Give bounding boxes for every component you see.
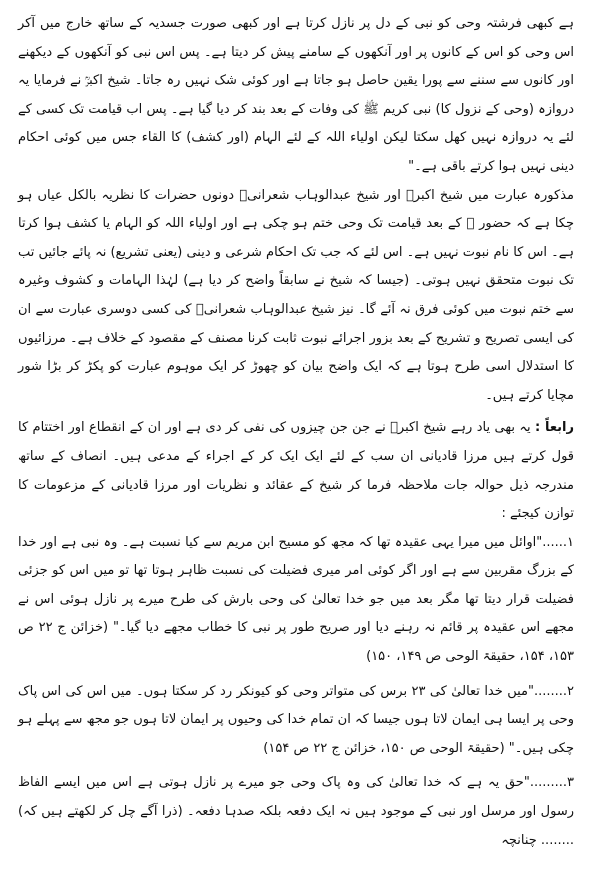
- paragraph-text: مذکورہ عبارت میں شیخ اکبرؒ اور شیخ عبدالوہاب شعرانیؒ دونوں حضرات کا نظریہ بالکل عیاں ہو چکا ہے کہ حضور ﷺ کے بعد قیامت تک وحی ختم ہو چکی ہے اور اولیاء اللہ کو الہام یا کشف ہوا کرتا ہے۔ اس کا نام نبوت نہیں ہے۔ اس لئے کہ جب تک احکام شرعی و دینی (یعنی تشریع) نہ پائے جائیں تب تک نبوت متحقق نہیں ہوتی۔ (جیسا کہ شیخ نے سابقاً واضح کر دیا ہے) لہٰذا الہامات و کشوف وغیرہ سے ختم نبوت میں کوئی فرق نہ آئے گا۔ نیز شیخ عبدالوہاب شعرانیؒ کی کسی دوسری عبارت سے ان کی ایسی تصریح و تشریح کے بعد بزور اجرائے نبوت ثابت کرنا مصنف کے مقصود کے خلاف ہے۔ مرزائیوں کا استدلال اسی طرح ہوتا ہے کہ ایک واضح بیان کو چھوڑ کر ایک موہوم عبارت کو پکڑ کر بڑا شور مچایا کرتے ہیں۔: [18, 187, 575, 403]
- quote-text: ........"میں خدا تعالیٰ کی ۲۳ برس کی متواتر وحی کو کیونکر رد کر سکتا ہوں۔ میں اس کی اس پاک وحی پر ایسا ہی ایمان لاتا ہوں جیسا کہ ان تمام خدا کی وحیوں پر ایمان لاتا ہوں جو مجھ سے پہلے ہو چکی ہیں۔" (حقیقۃ الوحی ص ۱۵۰، خزائن ج ۲۲ ص ۱۵۴): [18, 683, 574, 756]
- quote-text: ......"اوائل میں میرا یہی عقیدہ تھا کہ مجھ کو مسیح ابن مریم سے کیا نسبت ہے۔ وہ نبی ہے اور خدا کے بزرگ مقربین سے ہے اور اگر کوئی امر میری فضیلت کی نسبت ظاہر ہوتا تھا تو میں اس کو جزئی فضیلت قرار دیتا تھا مگر بعد میں جو خدا تعالیٰ کی وحی بارش کی طرح میرے پر نازل ہوئی اس نے مجھے اس عقیدہ پر قائم نہ رہنے دیا اور صریح طور پر نبی کا خطاب مجھے دیا گیا۔" (خزائن ج ۲۲ ص ۱۵۳، ۱۵۴، حقیقۃ الوحی ص ۱۴۹، ۱۵۰): [18, 534, 574, 665]
- quote-number: ۲: [567, 683, 575, 699]
- paragraph-analysis: [18, 182, 574, 411]
- quote-number: ۱: [567, 534, 574, 550]
- paragraph-lead: رابعاً :: [534, 420, 574, 436]
- paragraph-text: یہ بھی یاد رہے شیخ اکبرؒ نے جن جن چیزوں کی نفی کر دی ہے اور ان کے انقطاع اور اختتام کا قول کرتے ہیں مرزا قادیانی ان سب کے لئے ایک ایک کر کے اجراء کے مدعی ہیں۔ انصاف کے ساتھ مندرجہ ذیل حوالہ جات ملاحظہ فرما کر شیخ کے عقائد و نظریات اور مرزا قادیانی کے مزعومات کا توازن کیجئے :: [18, 420, 574, 522]
- quote-item-1: [18, 529, 574, 672]
- paragraph-text: ہے کبھی فرشتہ وحی کو نبی کے دل پر نازل کرتا ہے اور کبھی صورت جسدیہ کے ساتھ خارج میں آکر اس وحی کو اس کے کانوں پر اور آنکھوں کے سامنے پیش کر دیتا ہے۔ پس اس نبی کو آنکھوں کے دیکھنے اور کانوں سے سننے سے پورا یقین حاصل ہو جاتا ہے اور کوئی شک نہیں رہ جاتا۔ شیخ اکبرؒ نے فرمایا یہ دروازہ (وحی کے نزول کا) نبی کریم ﷺ کی وفات کے بعد بند کر دیا گیا ہے۔ پس اب قیامت تک کسی کے لئے یہ دروازہ نہیں کھل سکتا لیکن اولیاء اللہ کے لئے الہام (اور کشف) کا القاء جس میں کوئی احکام دینی نہیں ہوا کرتے باقی ہے۔": [18, 16, 574, 174]
- quote-number: ۳: [567, 775, 574, 791]
- paragraph-opening: [18, 10, 574, 182]
- quote-item-2: [18, 678, 574, 764]
- paragraph-rabian: [18, 414, 574, 528]
- quote-text: ........."حق یہ ہے کہ خدا تعالیٰ کی وہ پاک وحی جو میرے پر نازل ہوتی ہے اس میں ایسے الفاظ رسول اور مرسل اور نبی کے موجود ہیں نہ ایک دفعہ بلکہ صدہا دفعہ۔ (ذرا آگے چل کر لکھتے ہیں کہ) ........ چنانچہ: [18, 775, 574, 848]
- quote-item-3: [18, 769, 574, 855]
